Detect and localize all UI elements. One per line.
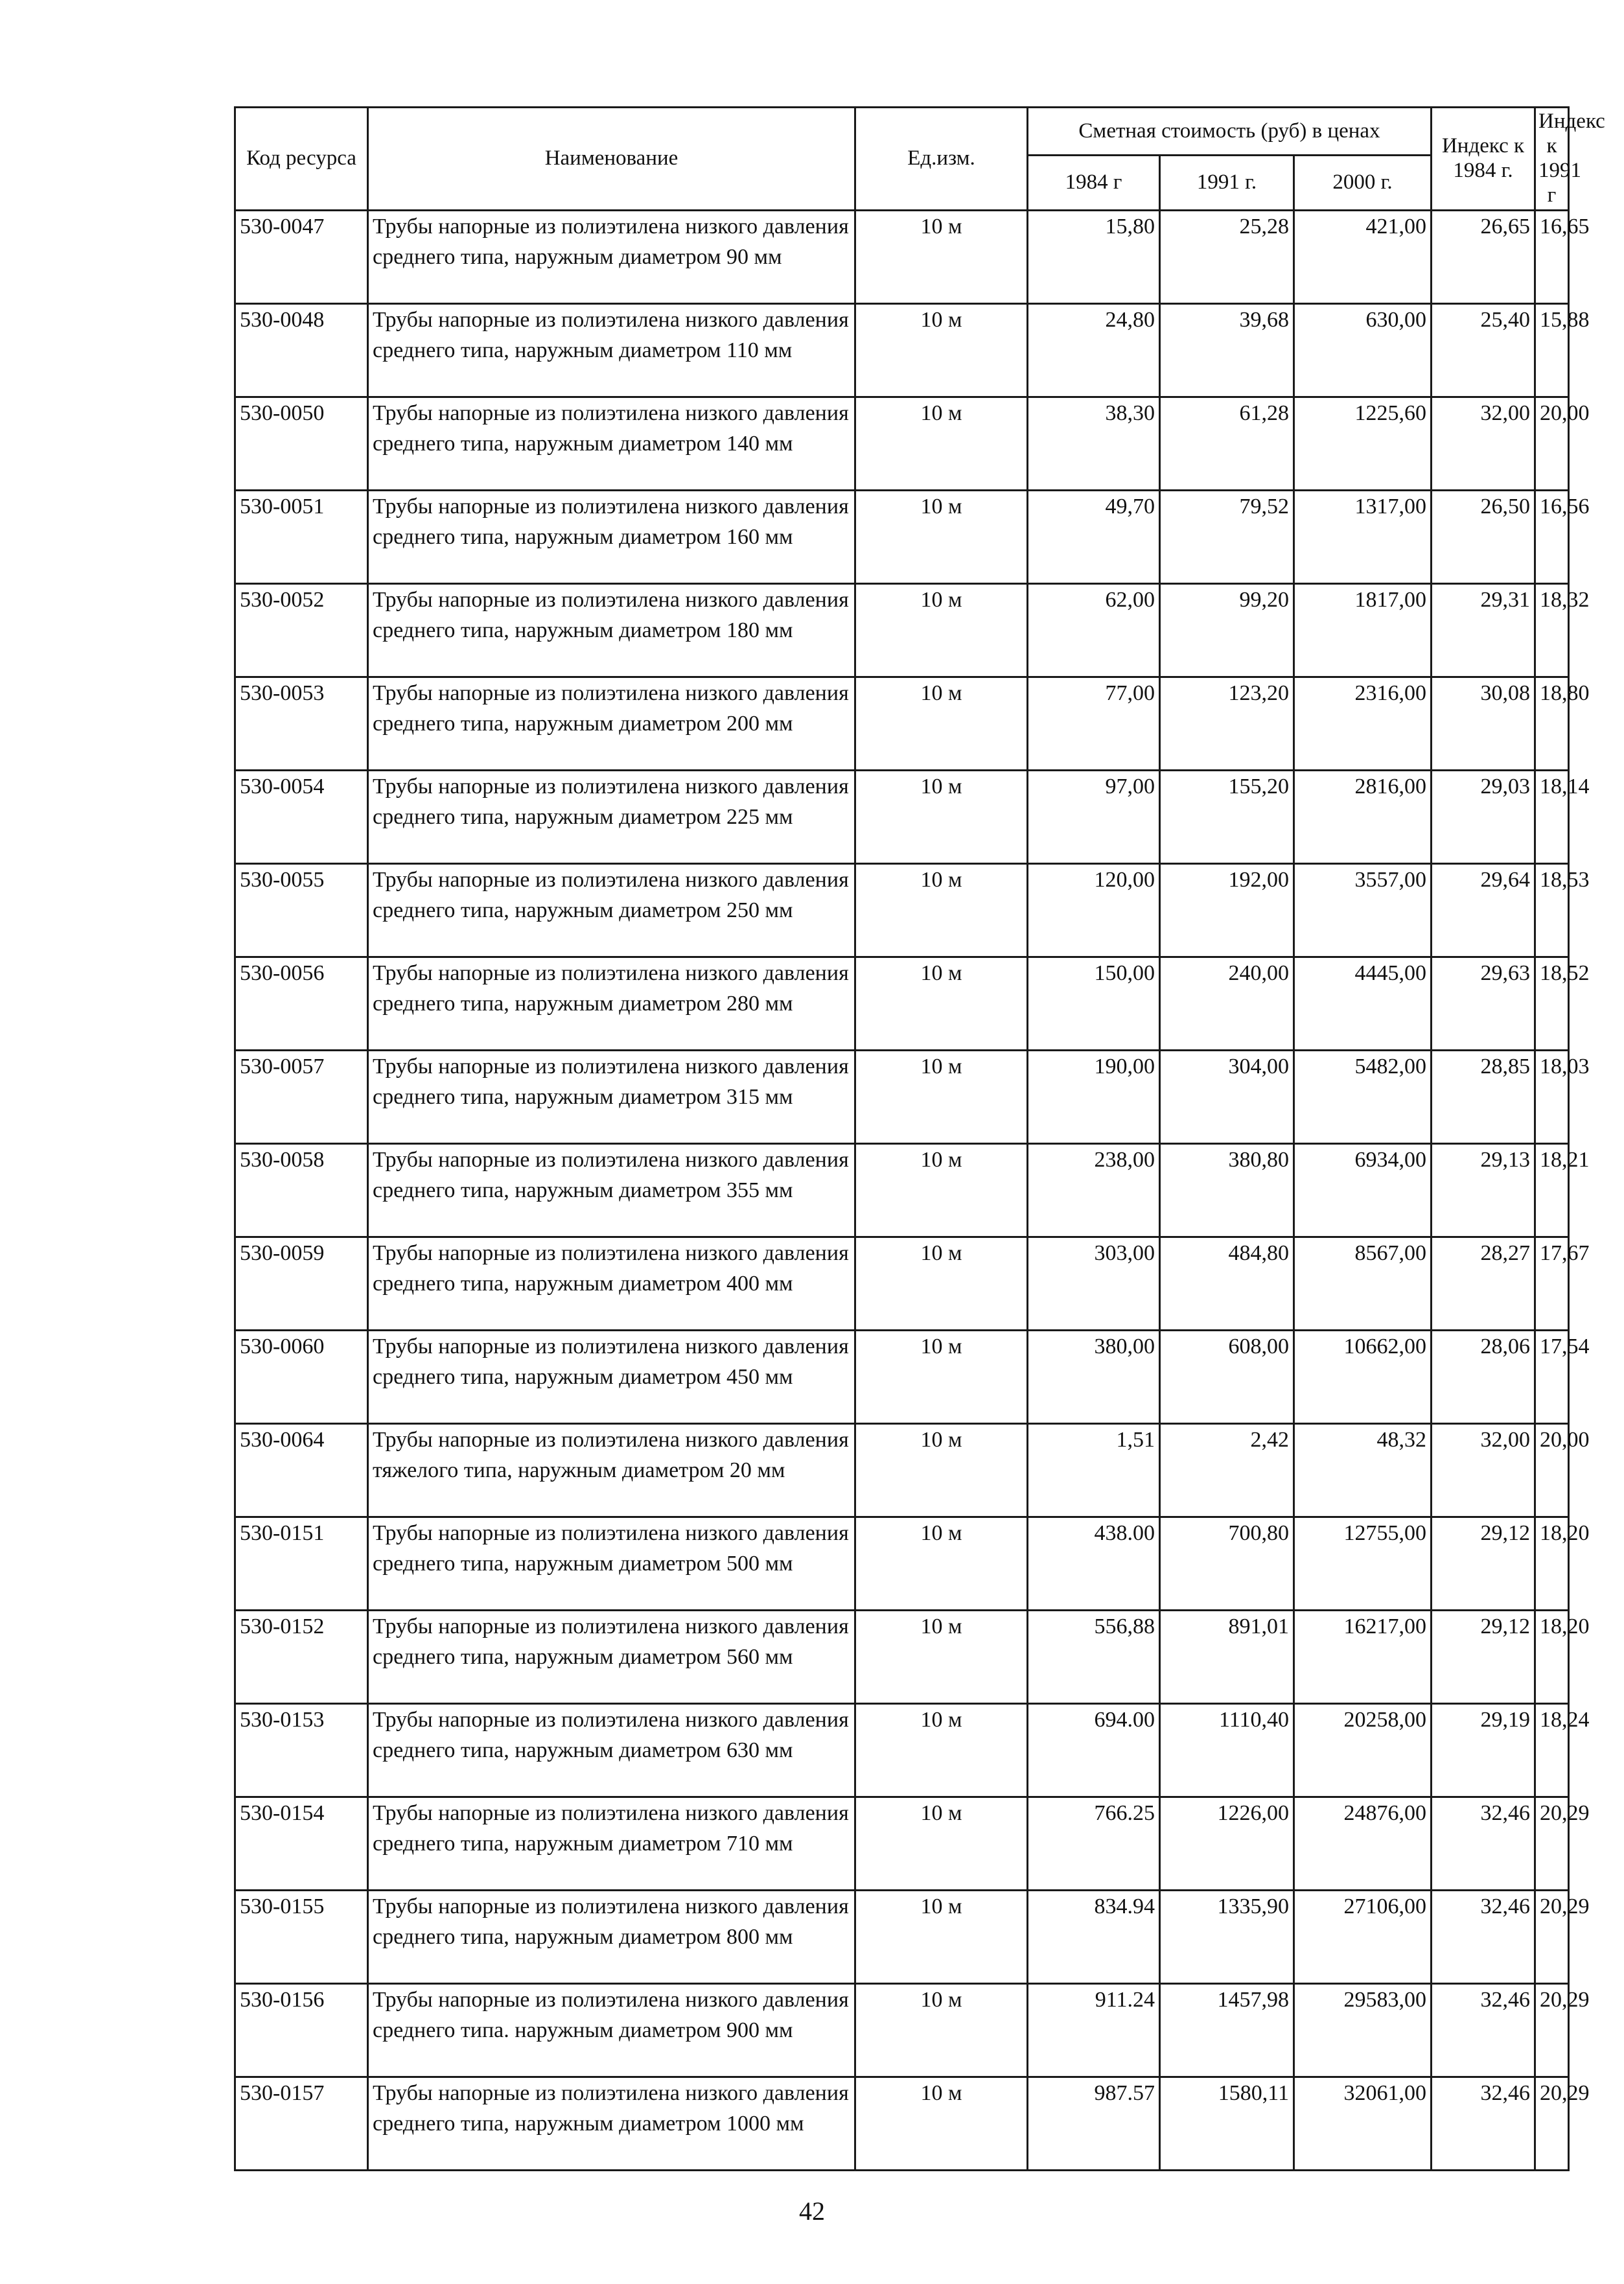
price-2000-cell: 421,00 [1294,210,1432,303]
resource-code-cell: 530-0055 [235,863,368,957]
price-2000-cell: 24876,00 [1294,1797,1432,1890]
unit-cell: 10 м [855,1703,1028,1797]
price-1984-cell: 120,00 [1028,863,1160,957]
index-1991-cell: 18,14 [1535,770,1569,863]
price-1991-cell: 1226,00 [1160,1797,1294,1890]
resource-name-cell: Трубы напорные из полиэтилена низкого давления среднего типа, наружным диаметром 560 мм [368,1610,855,1703]
unit-cell: 10 м [855,1797,1028,1890]
index-1991-cell: 18,32 [1535,583,1569,677]
index-1984-cell: 25,40 [1432,303,1535,397]
header-year-1984: 1984 г [1028,156,1160,210]
price-1991-cell: 192,00 [1160,863,1294,957]
table-row [235,1983,1569,2077]
index-1984-cell: 26,65 [1432,210,1535,303]
table-header [235,108,1605,211]
price-1984-cell: 150,00 [1028,957,1160,1050]
index-1991-cell: 16,65 [1535,210,1569,303]
unit-cell: 10 м [855,770,1028,863]
price-table [234,106,1605,2171]
table-row [235,1143,1569,1237]
resource-name-cell: Трубы напорные из полиэтилена низкого давления среднего типа, наружным диаметром 400 мм [368,1237,855,1330]
price-2000-cell: 27106,00 [1294,1890,1432,1983]
index-1984-cell: 29,64 [1432,863,1535,957]
unit-cell: 10 м [855,957,1028,1050]
resource-code-cell: 530-0047 [235,210,368,303]
price-1991-cell: 2,42 [1160,1423,1294,1517]
unit-cell: 10 м [855,863,1028,957]
price-1984-cell: 190,00 [1028,1050,1160,1143]
resource-code-cell: 530-0064 [235,1423,368,1517]
table-row [235,1050,1569,1143]
page-number: 42 [799,2197,825,2226]
resource-name-cell: Трубы напорные из полиэтилена низкого давления среднего типа, наружным диаметром 225 мм [368,770,855,863]
price-2000-cell: 8567,00 [1294,1237,1432,1330]
price-1991-cell: 304,00 [1160,1050,1294,1143]
resource-code-cell: 530-0054 [235,770,368,863]
index-1984-cell: 32,00 [1432,1423,1535,1517]
price-1991-cell: 484,80 [1160,1237,1294,1330]
table-row [235,770,1569,863]
resource-code-cell: 530-0051 [235,490,368,583]
index-1984-cell: 29,03 [1432,770,1535,863]
resource-name-cell: Трубы напорные из полиэтилена низкого давления среднего типа, наружным диаметром 315 мм [368,1050,855,1143]
table-row [235,1703,1569,1797]
index-1984-cell: 29,13 [1432,1143,1535,1237]
header-year-1991: 1991 г. [1160,156,1294,210]
price-1984-cell: 97,00 [1028,770,1160,863]
table-row [235,1890,1569,1983]
table-row [235,490,1569,583]
index-1984-cell: 28,06 [1432,1330,1535,1423]
resource-code-cell: 530-0057 [235,1050,368,1143]
price-2000-cell: 12755,00 [1294,1517,1432,1610]
price-1991-cell: 240,00 [1160,957,1294,1050]
resource-code-cell: 530-0048 [235,303,368,397]
price-2000-cell: 630,00 [1294,303,1432,397]
index-1991-cell: 15,88 [1535,303,1569,397]
index-1984-cell: 28,85 [1432,1050,1535,1143]
table-row [235,957,1569,1050]
price-1984-cell: 556,88 [1028,1610,1160,1703]
price-2000-cell: 2816,00 [1294,770,1432,863]
header-code: Код ресурса [235,108,368,211]
unit-cell: 10 м [855,1423,1028,1517]
resource-code-cell: 530-0053 [235,677,368,770]
price-1991-cell: 608,00 [1160,1330,1294,1423]
resource-code-cell: 530-0155 [235,1890,368,1983]
table-row [235,1237,1569,1330]
index-1991-cell: 17,54 [1535,1330,1569,1423]
price-1991-cell: 1580,11 [1160,2077,1294,2170]
index-1991-cell: 18,21 [1535,1143,1569,1237]
index-1984-cell: 28,27 [1432,1237,1535,1330]
price-1991-cell: 700,80 [1160,1517,1294,1610]
unit-cell: 10 м [855,2077,1028,2170]
price-1984-cell: 380,00 [1028,1330,1160,1423]
table-row [235,2077,1569,2170]
price-1984-cell: 238,00 [1028,1143,1160,1237]
price-1991-cell: 79,52 [1160,490,1294,583]
resource-code-cell: 530-0058 [235,1143,368,1237]
index-1991-cell: 18,24 [1535,1703,1569,1797]
price-1984-cell: 911.24 [1028,1983,1160,2077]
price-1991-cell: 123,20 [1160,677,1294,770]
index-1991-cell: 20,00 [1535,1423,1569,1517]
price-2000-cell: 29583,00 [1294,1983,1432,2077]
resource-name-cell: Трубы напорные из полиэтилена низкого давления среднего типа, наружным диаметром 160 мм [368,490,855,583]
index-1984-cell: 32,00 [1432,397,1535,490]
table-row [235,1797,1569,1890]
table-body [235,210,1590,2170]
index-1984-cell: 29,63 [1432,957,1535,1050]
price-1991-cell: 99,20 [1160,583,1294,677]
index-1984-cell: 32,46 [1432,1890,1535,1983]
price-2000-cell: 3557,00 [1294,863,1432,957]
price-2000-cell: 1225,60 [1294,397,1432,490]
resource-name-cell: Трубы напорные из полиэтилена низкого давления среднего типа, наружным диаметром 630 мм [368,1703,855,1797]
header-year-2000: 2000 г. [1294,156,1432,210]
unit-cell: 10 м [855,1983,1028,2077]
price-2000-cell: 16217,00 [1294,1610,1432,1703]
price-2000-cell: 1817,00 [1294,583,1432,677]
index-1984-cell: 29,12 [1432,1517,1535,1610]
price-1984-cell: 49,70 [1028,490,1160,583]
price-1984-cell: 38,30 [1028,397,1160,490]
resource-code-cell: 530-0050 [235,397,368,490]
price-1991-cell: 1457,98 [1160,1983,1294,2077]
index-1991-cell: 18,03 [1535,1050,1569,1143]
unit-cell: 10 м [855,1050,1028,1143]
unit-cell: 10 м [855,1890,1028,1983]
index-1991-cell: 20,29 [1535,1890,1569,1983]
index-1991-cell: 20,29 [1535,1797,1569,1890]
price-1991-cell: 39,68 [1160,303,1294,397]
price-1984-cell: 62,00 [1028,583,1160,677]
price-1984-cell: 77,00 [1028,677,1160,770]
table-row [235,1423,1569,1517]
resource-code-cell: 530-0152 [235,1610,368,1703]
price-2000-cell: 20258,00 [1294,1703,1432,1797]
index-1984-cell: 30,08 [1432,677,1535,770]
index-1984-cell: 29,19 [1432,1703,1535,1797]
resource-name-cell: Трубы напорные из полиэтилена низкого давления среднего типа, наружным диаметром 250 мм [368,863,855,957]
header-name: Наименование [368,108,855,211]
price-1984-cell: 303,00 [1028,1237,1160,1330]
index-1984-cell: 29,31 [1432,583,1535,677]
table-row [235,583,1569,677]
index-1991-cell: 20,00 [1535,397,1569,490]
index-1991-cell: 18,53 [1535,863,1569,957]
price-1984-cell: 438.00 [1028,1517,1160,1610]
index-1991-cell: 18,20 [1535,1610,1569,1703]
resource-code-cell: 530-0151 [235,1517,368,1610]
header-index-1984: Индекс к 1984 г. [1432,108,1535,211]
index-1991-cell: 18,52 [1535,957,1569,1050]
unit-cell: 10 м [855,1143,1028,1237]
resource-name-cell: Трубы напорные из полиэтилена низкого давления среднего типа, наружным диаметром 280 мм [368,957,855,1050]
resource-name-cell: Трубы напорные из полиэтилена низкого давления среднего типа, наружным диаметром 110 мм [368,303,855,397]
index-1991-cell: 16,56 [1535,490,1569,583]
price-1991-cell: 1110,40 [1160,1703,1294,1797]
price-2000-cell: 5482,00 [1294,1050,1432,1143]
price-1984-cell: 15,80 [1028,210,1160,303]
price-1991-cell: 25,28 [1160,210,1294,303]
index-1991-cell: 20,29 [1535,1983,1569,2077]
resource-name-cell: Трубы напорные из полиэтилена низкого давления среднего типа, наружным диаметром 140 мм [368,397,855,490]
resource-code-cell: 530-0154 [235,1797,368,1890]
price-1984-cell: 694.00 [1028,1703,1160,1797]
price-1991-cell: 61,28 [1160,397,1294,490]
resource-name-cell: Трубы напорные из полиэтилена низкого давления среднего типа, наружным диаметром 90 мм [368,210,855,303]
table-row [235,1330,1569,1423]
resource-code-cell: 530-0156 [235,1983,368,2077]
resource-name-cell: Трубы напорные из полиэтилена низкого давления среднего типа, наружным диаметром 500 мм [368,1517,855,1610]
unit-cell: 10 м [855,677,1028,770]
index-1991-cell: 20,29 [1535,2077,1569,2170]
index-1984-cell: 26,50 [1432,490,1535,583]
index-1984-cell: 29,12 [1432,1610,1535,1703]
table-row [235,863,1569,957]
price-2000-cell: 6934,00 [1294,1143,1432,1237]
resource-name-cell: Трубы напорные из полиэтилена низкого давления среднего типа, наружным диаметром 355 мм [368,1143,855,1237]
price-2000-cell: 32061,00 [1294,2077,1432,2170]
unit-cell: 10 м [855,303,1028,397]
price-2000-cell: 1317,00 [1294,490,1432,583]
resource-code-cell: 530-0059 [235,1237,368,1330]
price-1984-cell: 766.25 [1028,1797,1160,1890]
price-1984-cell: 834.94 [1028,1890,1160,1983]
table-row [235,397,1569,490]
unit-cell: 10 м [855,1517,1028,1610]
unit-cell: 10 м [855,1610,1028,1703]
resource-name-cell: Трубы напорные из полиэтилена низкого давления среднего типа. наружным диаметром 900 мм [368,1983,855,2077]
price-1991-cell: 1335,90 [1160,1890,1294,1983]
price-2000-cell: 10662,00 [1294,1330,1432,1423]
table-row [235,303,1569,397]
resource-name-cell: Трубы напорные из полиэтилена низкого давления среднего типа, наружным диаметром 1000 мм [368,2077,855,2170]
unit-cell: 10 м [855,210,1028,303]
resource-name-cell: Трубы напорные из полиэтилена низкого давления среднего типа, наружным диаметром 180 мм [368,583,855,677]
header-cost-group: Сметная стоимость (руб) в ценах [1028,108,1432,156]
resource-code-cell: 530-0052 [235,583,368,677]
table-row [235,210,1569,303]
resource-name-cell: Трубы напорные из полиэтилена низкого давления среднего типа, наружным диаметром 800 мм [368,1890,855,1983]
resource-code-cell: 530-0060 [235,1330,368,1423]
price-1991-cell: 155,20 [1160,770,1294,863]
index-1991-cell: 17,67 [1535,1237,1569,1330]
table-row [235,1517,1569,1610]
table-row [235,1610,1569,1703]
resource-code-cell: 530-0157 [235,2077,368,2170]
price-2000-cell: 4445,00 [1294,957,1432,1050]
index-1991-cell: 18,80 [1535,677,1569,770]
resource-name-cell: Трубы напорные из полиэтилена низкого давления тяжелого типа, наружным диаметром 20 мм [368,1423,855,1517]
header-index-1991: Индекс к 1991 г [1535,108,1569,211]
index-1984-cell: 32,46 [1432,1983,1535,2077]
price-1991-cell: 380,80 [1160,1143,1294,1237]
price-1984-cell: 1,51 [1028,1423,1160,1517]
index-1984-cell: 32,46 [1432,2077,1535,2170]
price-1984-cell: 987.57 [1028,2077,1160,2170]
resource-code-cell: 530-0056 [235,957,368,1050]
unit-cell: 10 м [855,583,1028,677]
unit-cell: 10 м [855,490,1028,583]
header-unit: Ед.изм. [855,108,1028,211]
resource-code-cell: 530-0153 [235,1703,368,1797]
unit-cell: 10 м [855,1237,1028,1330]
unit-cell: 10 м [855,397,1028,490]
table-row [235,677,1569,770]
resource-name-cell: Трубы напорные из полиэтилена низкого давления среднего типа, наружным диаметром 200 мм [368,677,855,770]
price-1991-cell: 891,01 [1160,1610,1294,1703]
unit-cell: 10 м [855,1330,1028,1423]
resource-name-cell: Трубы напорные из полиэтилена низкого давления среднего типа, наружным диаметром 450 мм [368,1330,855,1423]
resource-name-cell: Трубы напорные из полиэтилена низкого давления среднего типа, наружным диаметром 710 мм [368,1797,855,1890]
price-2000-cell: 48,32 [1294,1423,1432,1517]
price-2000-cell: 2316,00 [1294,677,1432,770]
index-1991-cell: 18,20 [1535,1517,1569,1610]
price-1984-cell: 24,80 [1028,303,1160,397]
index-1984-cell: 32,46 [1432,1797,1535,1890]
